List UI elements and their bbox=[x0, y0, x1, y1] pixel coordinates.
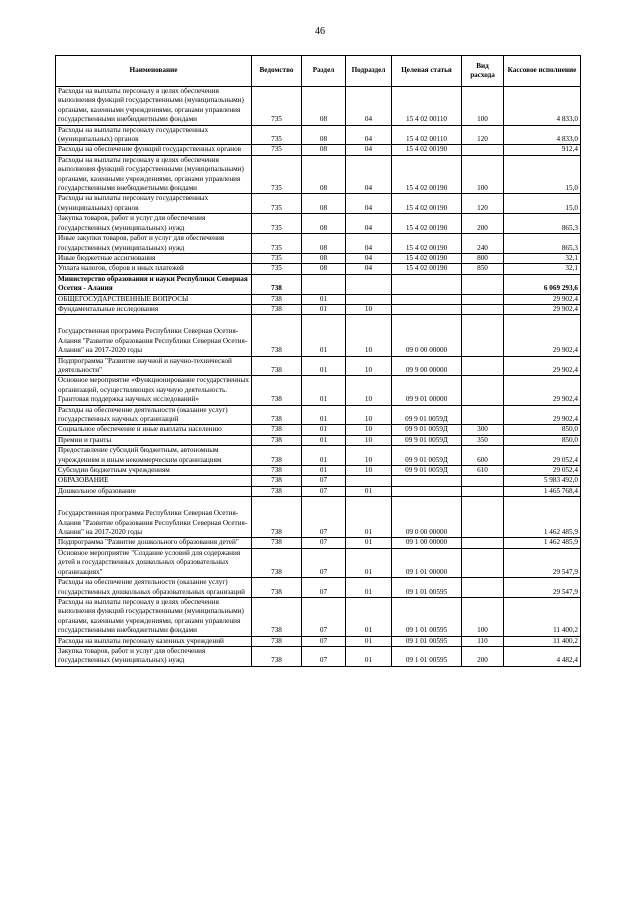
header-name: Наименование bbox=[56, 56, 252, 87]
row-name: Уплата налогов, сборов и иных платежей bbox=[56, 264, 252, 274]
table-row bbox=[56, 435, 581, 445]
row-cash-execution: 1 465 768,4 bbox=[504, 486, 581, 496]
row-expense-type: 100 bbox=[462, 597, 504, 636]
row-section: 08 bbox=[302, 194, 346, 214]
row-subsection: 10 bbox=[346, 425, 392, 435]
row-department: 738 bbox=[252, 578, 302, 598]
table-row bbox=[56, 125, 581, 145]
row-cash-execution: 15,0 bbox=[504, 155, 581, 194]
row-cash-execution: 850,0 bbox=[504, 435, 581, 445]
row-cash-execution: 29 547,9 bbox=[504, 548, 581, 577]
row-subsection: 04 bbox=[346, 87, 392, 126]
row-department: 738 bbox=[252, 304, 302, 314]
row-expense-type: 240 bbox=[462, 234, 504, 254]
row-department: 735 bbox=[252, 214, 302, 234]
table-row bbox=[56, 264, 581, 274]
row-cash-execution: 850,0 bbox=[504, 425, 581, 435]
row-subsection: 01 bbox=[346, 646, 392, 666]
row-expense-type bbox=[462, 578, 504, 598]
table-row bbox=[56, 253, 581, 263]
header-expense-type: Вид расхода bbox=[462, 56, 504, 87]
row-name: Предоставление субсидий бюджетным, автономным учреждениям и иным некоммерческим организациям bbox=[56, 446, 252, 466]
row-target-article: 09 0 00 00000 bbox=[392, 497, 462, 538]
row-target-article: 09 9 01 0059Д bbox=[392, 405, 462, 425]
row-target-article: 15 4 02 00190 bbox=[392, 264, 462, 274]
row-target-article: 15 4 02 00110 bbox=[392, 87, 462, 126]
row-cash-execution: 29 052,4 bbox=[504, 466, 581, 476]
row-section: 07 bbox=[302, 636, 346, 646]
row-subsection: 04 bbox=[346, 214, 392, 234]
row-expense-type bbox=[462, 476, 504, 486]
table-row bbox=[56, 294, 581, 304]
row-expense-type bbox=[462, 294, 504, 304]
row-expense-type bbox=[462, 497, 504, 538]
row-section: 07 bbox=[302, 578, 346, 598]
page-number: 46 bbox=[315, 26, 325, 37]
table-row bbox=[56, 315, 581, 356]
row-expense-type: 100 bbox=[462, 87, 504, 126]
header-section: Раздел bbox=[302, 56, 346, 87]
row-cash-execution: 1 462 485,9 bbox=[504, 497, 581, 538]
row-subsection: 01 bbox=[346, 548, 392, 577]
table-row bbox=[56, 497, 581, 538]
row-cash-execution: 29 902,4 bbox=[504, 304, 581, 314]
row-cash-execution: 6 069 293,6 bbox=[504, 274, 581, 294]
row-section: 01 bbox=[302, 435, 346, 445]
row-expense-type bbox=[462, 405, 504, 425]
row-subsection: 04 bbox=[346, 145, 392, 155]
row-expense-type: 200 bbox=[462, 646, 504, 666]
row-section: 08 bbox=[302, 125, 346, 145]
row-subsection: 04 bbox=[346, 155, 392, 194]
row-name: Основное мероприятие «Функционирование государственных организаций, осуществляющих научную деятельность. Грантовая поддержка научных исследований» bbox=[56, 376, 252, 405]
row-subsection bbox=[346, 476, 392, 486]
row-target-article: 15 4 02 00190 bbox=[392, 145, 462, 155]
table-row bbox=[56, 548, 581, 577]
row-department: 735 bbox=[252, 194, 302, 214]
row-name: Подпрограмма "Развитие дошкольного образования детей" bbox=[56, 538, 252, 548]
row-cash-execution: 15,0 bbox=[504, 194, 581, 214]
row-section: 07 bbox=[302, 597, 346, 636]
row-name: Иные бюджетные ассигнования bbox=[56, 253, 252, 263]
row-expense-type: 600 bbox=[462, 446, 504, 466]
row-subsection: 10 bbox=[346, 446, 392, 466]
row-target-article: 09 0 00 00000 bbox=[392, 315, 462, 356]
table-row bbox=[56, 194, 581, 214]
row-department: 738 bbox=[252, 486, 302, 496]
row-cash-execution: 912,4 bbox=[504, 145, 581, 155]
row-target-article: 09 1 00 00000 bbox=[392, 538, 462, 548]
row-expense-type: 300 bbox=[462, 425, 504, 435]
row-department: 738 bbox=[252, 435, 302, 445]
row-subsection: 04 bbox=[346, 264, 392, 274]
row-cash-execution: 29 052,4 bbox=[504, 446, 581, 466]
row-subsection: 10 bbox=[346, 405, 392, 425]
table-row bbox=[56, 538, 581, 548]
row-expense-type: 100 bbox=[462, 155, 504, 194]
row-subsection: 01 bbox=[346, 538, 392, 548]
table-row bbox=[56, 214, 581, 234]
row-target-article bbox=[392, 304, 462, 314]
row-section: 08 bbox=[302, 253, 346, 263]
row-department: 738 bbox=[252, 274, 302, 294]
row-name: Субсидии бюджетным учреждениям bbox=[56, 466, 252, 476]
row-section: 01 bbox=[302, 376, 346, 405]
row-section: 08 bbox=[302, 214, 346, 234]
row-expense-type bbox=[462, 274, 504, 294]
row-subsection: 01 bbox=[346, 578, 392, 598]
row-name: Дошкольное образование bbox=[56, 486, 252, 496]
row-subsection: 04 bbox=[346, 234, 392, 254]
row-expense-type: 120 bbox=[462, 194, 504, 214]
row-subsection: 10 bbox=[346, 376, 392, 405]
row-cash-execution: 32,1 bbox=[504, 253, 581, 263]
table-row bbox=[56, 304, 581, 314]
header-target-article: Целевая статья bbox=[392, 56, 462, 87]
row-name: Закупка товаров, работ и услуг для обеспечения государственных (муниципальных) нужд bbox=[56, 214, 252, 234]
row-cash-execution: 32,1 bbox=[504, 264, 581, 274]
row-department: 738 bbox=[252, 425, 302, 435]
row-department: 735 bbox=[252, 264, 302, 274]
table-row bbox=[56, 155, 581, 194]
row-cash-execution: 4 833,0 bbox=[504, 87, 581, 126]
row-target-article bbox=[392, 294, 462, 304]
row-target-article: 15 4 02 00190 bbox=[392, 194, 462, 214]
table-row bbox=[56, 425, 581, 435]
row-name: Закупка товаров, работ и услуг для обеспечения государственных (муниципальных) нужд bbox=[56, 646, 252, 666]
row-subsection: 04 bbox=[346, 125, 392, 145]
row-section: 07 bbox=[302, 646, 346, 666]
row-department: 738 bbox=[252, 376, 302, 405]
row-name: Иные закупки товаров, работ и услуг для обеспечения государственных (муниципальных) нужд bbox=[56, 234, 252, 254]
row-department: 738 bbox=[252, 476, 302, 486]
row-section: 01 bbox=[302, 466, 346, 476]
row-cash-execution: 29 902,4 bbox=[504, 356, 581, 376]
row-section: 08 bbox=[302, 87, 346, 126]
row-section bbox=[302, 274, 346, 294]
row-department: 738 bbox=[252, 497, 302, 538]
row-target-article: 09 1 01 00595 bbox=[392, 578, 462, 598]
header-subsection: Подраздел bbox=[346, 56, 392, 87]
row-cash-execution: 865,3 bbox=[504, 234, 581, 254]
row-expense-type: 800 bbox=[462, 253, 504, 263]
row-expense-type bbox=[462, 486, 504, 496]
row-name: Расходы на выплаты персоналу в целях обеспечения выполнения функций государственными (муниципальными) органами, казенными учреждениями, органами управления государственными внебюджетными фондами bbox=[56, 87, 252, 126]
row-subsection: 04 bbox=[346, 253, 392, 263]
row-department: 735 bbox=[252, 155, 302, 194]
row-target-article: 15 4 02 00190 bbox=[392, 214, 462, 234]
row-expense-type bbox=[462, 548, 504, 577]
row-section: 01 bbox=[302, 356, 346, 376]
row-department: 735 bbox=[252, 125, 302, 145]
row-cash-execution: 29 902,4 bbox=[504, 376, 581, 405]
row-target-article: 09 9 01 0059Д bbox=[392, 446, 462, 466]
row-target-article bbox=[392, 476, 462, 486]
row-department: 738 bbox=[252, 446, 302, 466]
row-section: 01 bbox=[302, 304, 346, 314]
row-department: 738 bbox=[252, 294, 302, 304]
row-expense-type bbox=[462, 538, 504, 548]
table-row bbox=[56, 646, 581, 666]
row-cash-execution: 29 902,4 bbox=[504, 315, 581, 356]
row-target-article: 15 4 02 00190 bbox=[392, 253, 462, 263]
row-section: 07 bbox=[302, 476, 346, 486]
row-expense-type: 110 bbox=[462, 636, 504, 646]
row-name: Расходы на выплаты персоналу в целях обеспечения выполнения функций государственными (муниципальными) органами, казенными учреждениями, органами управления государственными внебюджетными фондами bbox=[56, 155, 252, 194]
row-target-article: 09 9 01 0059Д bbox=[392, 435, 462, 445]
row-target-article: 09 1 01 00595 bbox=[392, 636, 462, 646]
row-subsection: 10 bbox=[346, 304, 392, 314]
row-section: 08 bbox=[302, 264, 346, 274]
row-expense-type: 200 bbox=[462, 214, 504, 234]
row-target-article bbox=[392, 274, 462, 294]
row-expense-type bbox=[462, 376, 504, 405]
row-subsection: 10 bbox=[346, 435, 392, 445]
table-row bbox=[56, 597, 581, 636]
table-row bbox=[56, 476, 581, 486]
row-department: 738 bbox=[252, 356, 302, 376]
row-section: 01 bbox=[302, 405, 346, 425]
row-cash-execution: 11 400,2 bbox=[504, 597, 581, 636]
row-cash-execution: 4 482,4 bbox=[504, 646, 581, 666]
row-expense-type bbox=[462, 304, 504, 314]
row-section: 07 bbox=[302, 497, 346, 538]
table-row bbox=[56, 636, 581, 646]
table-row bbox=[56, 356, 581, 376]
row-name: Премии и гранты bbox=[56, 435, 252, 445]
row-name: Расходы на обеспечение деятельности (оказание услуг) государственных научных организаций bbox=[56, 405, 252, 425]
row-cash-execution: 29 902,4 bbox=[504, 294, 581, 304]
header-cash-execution: Кассовое исполнение bbox=[504, 56, 581, 87]
row-subsection: 01 bbox=[346, 636, 392, 646]
row-department: 735 bbox=[252, 145, 302, 155]
table-row bbox=[56, 466, 581, 476]
row-subsection: 10 bbox=[346, 466, 392, 476]
row-name: Расходы на обеспечение деятельности (оказание услуг) государственных дошкольных образовательных организаций bbox=[56, 578, 252, 598]
row-subsection: 04 bbox=[346, 194, 392, 214]
row-department: 735 bbox=[252, 253, 302, 263]
row-department: 738 bbox=[252, 636, 302, 646]
row-section: 07 bbox=[302, 548, 346, 577]
row-name: Государственная программа Республики Северная Осетия-Алания "Развитие образования Республики Северная Осетия-Алания" на 2017-2020 годы bbox=[56, 315, 252, 356]
row-name: Фундаментальные исследования bbox=[56, 304, 252, 314]
row-department: 735 bbox=[252, 234, 302, 254]
row-subsection: 10 bbox=[346, 356, 392, 376]
table-row bbox=[56, 446, 581, 466]
row-section: 07 bbox=[302, 538, 346, 548]
row-subsection: 01 bbox=[346, 486, 392, 496]
table-row bbox=[56, 578, 581, 598]
row-expense-type: 350 bbox=[462, 435, 504, 445]
row-target-article: 15 4 02 00110 bbox=[392, 125, 462, 145]
row-expense-type bbox=[462, 315, 504, 356]
row-section: 01 bbox=[302, 315, 346, 356]
row-name: Основное мероприятие "Создание условий для содержания детей в государственных дошкольных образовательных организациях" bbox=[56, 548, 252, 577]
row-subsection bbox=[346, 274, 392, 294]
row-target-article: 09 1 01 00595 bbox=[392, 597, 462, 636]
row-target-article: 09 1 01 00595 bbox=[392, 646, 462, 666]
table-row bbox=[56, 405, 581, 425]
row-subsection bbox=[346, 294, 392, 304]
table-row bbox=[56, 376, 581, 405]
row-subsection: 01 bbox=[346, 497, 392, 538]
row-name: ОБРАЗОВАНИЕ bbox=[56, 476, 252, 486]
row-department: 738 bbox=[252, 597, 302, 636]
row-cash-execution: 11 400,2 bbox=[504, 636, 581, 646]
row-cash-execution: 1 462 485,9 bbox=[504, 538, 581, 548]
row-subsection: 10 bbox=[346, 315, 392, 356]
row-target-article: 09 9 01 0059Д bbox=[392, 425, 462, 435]
row-name: Расходы на выплаты персоналу казенных учреждений bbox=[56, 636, 252, 646]
row-name: ОБЩЕГОСУДАРСТВЕННЫЕ ВОПРОСЫ bbox=[56, 294, 252, 304]
row-section: 01 bbox=[302, 425, 346, 435]
row-cash-execution: 5 983 492,0 bbox=[504, 476, 581, 486]
row-cash-execution: 29 547,9 bbox=[504, 578, 581, 598]
row-section: 08 bbox=[302, 145, 346, 155]
table-row bbox=[56, 87, 581, 126]
row-cash-execution: 4 833,0 bbox=[504, 125, 581, 145]
row-name: Расходы на обеспечение функций государственных органов bbox=[56, 145, 252, 155]
table-row bbox=[56, 274, 581, 294]
row-expense-type: 850 bbox=[462, 264, 504, 274]
row-expense-type bbox=[462, 145, 504, 155]
row-section: 08 bbox=[302, 155, 346, 194]
row-target-article: 09 9 01 00000 bbox=[392, 376, 462, 405]
row-target-article: 15 4 02 00190 bbox=[392, 234, 462, 254]
row-section: 07 bbox=[302, 486, 346, 496]
row-department: 738 bbox=[252, 405, 302, 425]
table-row bbox=[56, 145, 581, 155]
row-department: 738 bbox=[252, 646, 302, 666]
row-section: 01 bbox=[302, 294, 346, 304]
row-target-article: 15 4 02 00190 bbox=[392, 155, 462, 194]
row-department: 738 bbox=[252, 466, 302, 476]
row-name: Подпрограмма "Развитие научной и научно-технической деятельности" bbox=[56, 356, 252, 376]
budget-table bbox=[55, 55, 581, 667]
row-department: 738 bbox=[252, 548, 302, 577]
row-name: Расходы на выплаты персоналу государственных (муниципальных) органов bbox=[56, 194, 252, 214]
row-target-article: 09 9 00 00000 bbox=[392, 356, 462, 376]
row-department: 738 bbox=[252, 538, 302, 548]
row-cash-execution: 865,3 bbox=[504, 214, 581, 234]
row-name: Расходы на выплаты персоналу в целях обеспечения выполнения функций государственными (муниципальными) органами, казенными учреждениями, органами управления государственными внебюджетными фондами bbox=[56, 597, 252, 636]
header-department: Ведомство bbox=[252, 56, 302, 87]
row-section: 08 bbox=[302, 234, 346, 254]
row-expense-type: 610 bbox=[462, 466, 504, 476]
row-department: 738 bbox=[252, 315, 302, 356]
row-department: 735 bbox=[252, 87, 302, 126]
table-row bbox=[56, 486, 581, 496]
table-header-row bbox=[56, 56, 581, 87]
row-target-article bbox=[392, 486, 462, 496]
row-name: Расходы на выплаты персоналу государственных (муниципальных) органов bbox=[56, 125, 252, 145]
row-target-article: 09 1 01 00000 bbox=[392, 548, 462, 577]
row-section: 01 bbox=[302, 446, 346, 466]
row-name: Социальное обеспечение и иные выплаты населению bbox=[56, 425, 252, 435]
row-name: Министерство образования и науки Республики Северная Осетия - Алания bbox=[56, 274, 252, 294]
row-name: Государственная программа Республики Северная Осетия-Алания "Развитие образования Республики Северная Осетия-Алания" на 2017-2020 годы bbox=[56, 497, 252, 538]
row-cash-execution: 29 902,4 bbox=[504, 405, 581, 425]
row-target-article: 09 9 01 0059Д bbox=[392, 466, 462, 476]
row-subsection: 01 bbox=[346, 597, 392, 636]
row-expense-type bbox=[462, 356, 504, 376]
row-expense-type: 120 bbox=[462, 125, 504, 145]
table-row bbox=[56, 234, 581, 254]
